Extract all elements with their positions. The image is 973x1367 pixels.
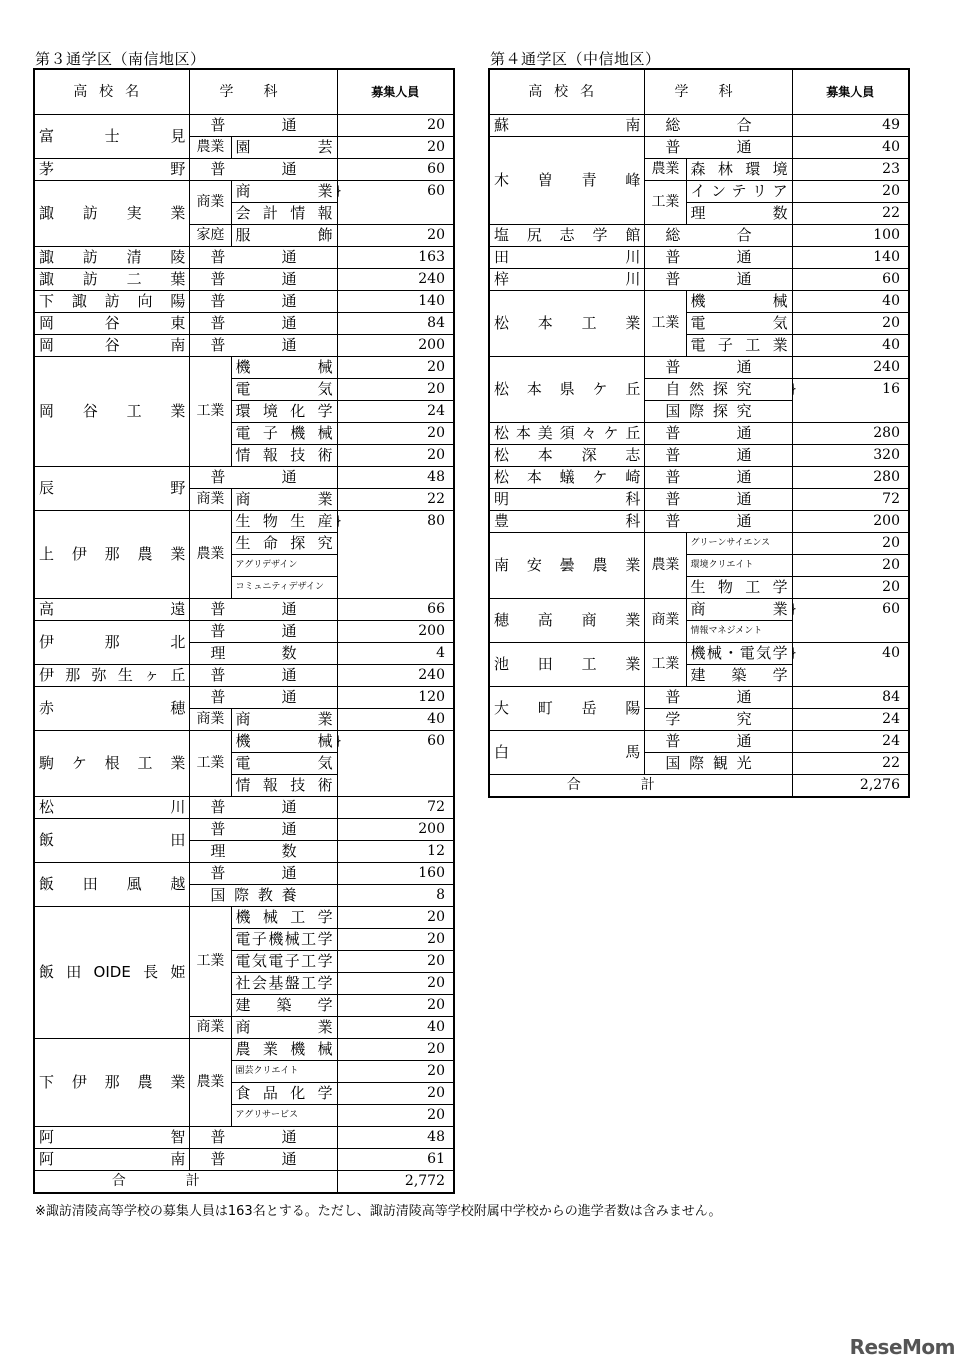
capacity-value: 24 bbox=[792, 709, 909, 731]
dept-category: 商業 bbox=[645, 599, 686, 643]
capacity-value: 48 bbox=[337, 467, 454, 489]
dept-name: 理数 bbox=[686, 203, 792, 225]
dept-category: 商業 bbox=[190, 1017, 231, 1039]
capacity-value: 40 bbox=[337, 709, 454, 731]
capacity-value: 22 bbox=[337, 489, 454, 511]
dept-name: 建築学 bbox=[686, 665, 792, 687]
table-row bbox=[489, 511, 909, 533]
capacity-value: 20 bbox=[337, 929, 454, 951]
table-row bbox=[489, 687, 909, 709]
dept-category: 商業 bbox=[190, 709, 231, 731]
total-value: 2,772 bbox=[337, 1171, 454, 1194]
table-row bbox=[34, 181, 454, 203]
capacity-value: 20 bbox=[337, 379, 454, 401]
table-row bbox=[34, 467, 454, 489]
school-name: 岡谷工業 bbox=[34, 357, 190, 467]
dept-name: 普通 bbox=[190, 621, 337, 643]
dept-name: 商業 bbox=[231, 489, 337, 511]
table-row bbox=[489, 489, 909, 511]
school-name: 上伊那農業 bbox=[34, 511, 190, 599]
capacity-value: 20 bbox=[337, 995, 454, 1017]
capacity-value: 163 bbox=[337, 247, 454, 269]
school-name: 駒ケ根工業 bbox=[34, 731, 190, 797]
school-name: 伊那北 bbox=[34, 621, 190, 665]
capacity-value: } 80 bbox=[337, 511, 454, 599]
dept-category: 農業 bbox=[190, 511, 231, 599]
capacity-value: } 16 bbox=[792, 379, 909, 423]
capacity-value: 61 bbox=[337, 1149, 454, 1171]
capacity-value: 40 bbox=[337, 1017, 454, 1039]
school-name: 下伊那農業 bbox=[34, 1039, 190, 1127]
dept-name: 園芸 bbox=[231, 137, 337, 159]
capacity-value: 20 bbox=[792, 313, 909, 335]
header-dept: 学科 bbox=[645, 69, 792, 115]
capacity-value: 20 bbox=[337, 1039, 454, 1061]
school-name: 木曽青峰 bbox=[489, 137, 645, 225]
table-row bbox=[34, 159, 454, 181]
header-dept: 学科 bbox=[190, 69, 337, 115]
school-name: 豊科 bbox=[489, 511, 645, 533]
capacity-value: 20 bbox=[792, 181, 909, 203]
dept-name: 会計情報 bbox=[231, 203, 337, 225]
capacity-value: 72 bbox=[337, 797, 454, 819]
capacity-value: } 60 bbox=[337, 181, 454, 225]
dept-category: 工業 bbox=[190, 731, 231, 797]
dept-name: 普通 bbox=[190, 819, 337, 841]
dept-name: 普通 bbox=[190, 291, 337, 313]
school-name: 松川 bbox=[34, 797, 190, 819]
capacity-value: 20 bbox=[337, 951, 454, 973]
capacity-value: 8 bbox=[337, 885, 454, 907]
dept-category: 農業 bbox=[645, 159, 686, 181]
dept-name: 森林環境 bbox=[686, 159, 792, 181]
school-name: 池田工業 bbox=[489, 643, 645, 687]
dept-category: 農業 bbox=[190, 137, 231, 159]
dept-name: 建築学 bbox=[231, 995, 337, 1017]
dept-name: 商業 bbox=[231, 1017, 337, 1039]
capacity-value: 20 bbox=[337, 137, 454, 159]
capacity-value: 72 bbox=[792, 489, 909, 511]
school-name: 梓川 bbox=[489, 269, 645, 291]
capacity-value: 20 bbox=[337, 225, 454, 247]
school-name: 阿智 bbox=[34, 1127, 190, 1149]
capacity-value: 60 bbox=[792, 269, 909, 291]
table-row bbox=[34, 313, 454, 335]
dept-name: 国際観光 bbox=[645, 753, 792, 775]
dept-category: 商業 bbox=[190, 489, 231, 511]
dept-name: 電子工業 bbox=[686, 335, 792, 357]
dept-name: 商業 bbox=[231, 181, 337, 203]
dept-name: 機械 bbox=[686, 291, 792, 313]
school-name: 茅野 bbox=[34, 159, 190, 181]
capacity-value: 48 bbox=[337, 1127, 454, 1149]
school-name: 明科 bbox=[489, 489, 645, 511]
dept-name: 普通 bbox=[645, 511, 792, 533]
dept-name: 電子機械 bbox=[231, 423, 337, 445]
table-row bbox=[34, 863, 454, 885]
school-name: 大町岳陽 bbox=[489, 687, 645, 731]
dept-name: 情報技術 bbox=[231, 775, 337, 797]
school-name: 松本蟻ケ崎 bbox=[489, 467, 645, 489]
dept-category: 工業 bbox=[645, 291, 686, 357]
dept-name: 普通 bbox=[190, 797, 337, 819]
school-name: 飯田OIDE長姫 bbox=[34, 907, 190, 1039]
dept-name: 社会基盤工学 bbox=[231, 973, 337, 995]
school-name: 岡谷東 bbox=[34, 313, 190, 335]
dept-name: 生命探究 bbox=[231, 533, 337, 555]
dept-name: 理数 bbox=[190, 841, 337, 863]
table-row bbox=[34, 797, 454, 819]
table-row bbox=[34, 1149, 454, 1171]
school-name: 赤穂 bbox=[34, 687, 190, 731]
school-name: 南安曇農業 bbox=[489, 533, 645, 599]
dept-category: 工業 bbox=[645, 643, 686, 687]
header-capacity: 募集人員 bbox=[337, 69, 454, 115]
dept-category: 商業 bbox=[190, 181, 231, 225]
capacity-value: 140 bbox=[792, 247, 909, 269]
school-name: 諏訪実業 bbox=[34, 181, 190, 247]
school-name: 松本県ケ丘 bbox=[489, 357, 645, 423]
table-row bbox=[489, 269, 909, 291]
table-row bbox=[34, 269, 454, 291]
dept-name: 機械工学 bbox=[231, 907, 337, 929]
school-name: 諏訪清陵 bbox=[34, 247, 190, 269]
dept-name: 普通 bbox=[645, 489, 792, 511]
school-name: 伊那弥生ヶ丘 bbox=[34, 665, 190, 687]
dept-name: 農業機械 bbox=[231, 1039, 337, 1061]
school-name: 松本工業 bbox=[489, 291, 645, 357]
capacity-value: 20 bbox=[337, 1061, 454, 1083]
capacity-value: 24 bbox=[337, 401, 454, 423]
table-row bbox=[489, 445, 909, 467]
school-name: 下諏訪向陽 bbox=[34, 291, 190, 313]
capacity-value: 23 bbox=[792, 159, 909, 181]
table-row bbox=[34, 1127, 454, 1149]
capacity-value: } 40 bbox=[792, 643, 909, 687]
school-name: 塩尻志学館 bbox=[489, 225, 645, 247]
school-name: 辰野 bbox=[34, 467, 190, 511]
capacity-value: 84 bbox=[792, 687, 909, 709]
header-school: 高校名 bbox=[489, 69, 645, 115]
table-row bbox=[34, 621, 454, 643]
capacity-value: 120 bbox=[337, 687, 454, 709]
table-row bbox=[34, 1039, 454, 1061]
table-row bbox=[34, 907, 454, 929]
table-row bbox=[489, 599, 909, 621]
capacity-value: 140 bbox=[337, 291, 454, 313]
dept-name: 普通 bbox=[645, 357, 792, 379]
dept-name: 学究 bbox=[645, 709, 792, 731]
dept-name: 普通 bbox=[645, 445, 792, 467]
header-capacity: 募集人員 bbox=[792, 69, 909, 115]
dept-name: 食品化学 bbox=[231, 1083, 337, 1105]
capacity-value: 12 bbox=[337, 841, 454, 863]
dept-name: 情報マネジメント bbox=[686, 621, 792, 643]
dept-name: 普通 bbox=[190, 1127, 337, 1149]
dept-name: 理数 bbox=[190, 643, 337, 665]
dept-name: 普通 bbox=[645, 423, 792, 445]
dept-name: 環境化学 bbox=[231, 401, 337, 423]
table-row bbox=[34, 291, 454, 313]
dept-name: 生物生産 bbox=[231, 511, 337, 533]
capacity-value: 20 bbox=[337, 1083, 454, 1105]
dept-name: 普通 bbox=[190, 269, 337, 291]
dept-category: 工業 bbox=[645, 181, 686, 225]
dept-name: 機械 bbox=[231, 731, 337, 753]
dept-name: 普通 bbox=[190, 115, 337, 137]
school-name: 穂高商業 bbox=[489, 599, 645, 643]
table-row bbox=[34, 819, 454, 841]
dept-name: 服飾 bbox=[231, 225, 337, 247]
dept-name: 電気 bbox=[231, 753, 337, 775]
dept-name: 普通 bbox=[190, 467, 337, 489]
dept-name: 普通 bbox=[190, 335, 337, 357]
school-name: 飯田 bbox=[34, 819, 190, 863]
dept-name: 普通 bbox=[190, 687, 337, 709]
table-row bbox=[34, 599, 454, 621]
right-section-title: 第４通学区（中信地区） bbox=[490, 50, 661, 68]
header-school: 高校名 bbox=[34, 69, 190, 115]
dept-name: 国際教養 bbox=[190, 885, 337, 907]
dept-category: 工業 bbox=[190, 907, 231, 1017]
table-row bbox=[34, 687, 454, 709]
dept-name: 普通 bbox=[190, 159, 337, 181]
dept-name: 機械 bbox=[231, 357, 337, 379]
dept-name: インテリア bbox=[686, 181, 792, 203]
capacity-value: 40 bbox=[792, 291, 909, 313]
capacity-value: 280 bbox=[792, 423, 909, 445]
table-row bbox=[489, 247, 909, 269]
dept-name: 環境クリエイト bbox=[686, 555, 792, 577]
capacity-value: 240 bbox=[337, 665, 454, 687]
dept-name: 普通 bbox=[645, 467, 792, 489]
table-row bbox=[489, 533, 909, 555]
capacity-value: 20 bbox=[337, 1105, 454, 1127]
table-row bbox=[489, 643, 909, 665]
dept-name: 商業 bbox=[686, 599, 792, 621]
capacity-value: 320 bbox=[792, 445, 909, 467]
left-admissions-table bbox=[33, 68, 455, 1194]
capacity-value: 22 bbox=[792, 753, 909, 775]
capacity-value: 4 bbox=[337, 643, 454, 665]
table-row bbox=[489, 357, 909, 379]
table-row bbox=[489, 225, 909, 247]
capacity-value: 60 bbox=[337, 159, 454, 181]
dept-name: 普通 bbox=[645, 269, 792, 291]
total-value: 2,276 bbox=[792, 775, 909, 798]
table-row bbox=[34, 511, 454, 533]
capacity-value: 20 bbox=[337, 357, 454, 379]
capacity-value: 240 bbox=[337, 269, 454, 291]
dept-name: 商業 bbox=[231, 709, 337, 731]
capacity-value: 200 bbox=[792, 511, 909, 533]
dept-category: 工業 bbox=[190, 357, 231, 467]
school-name: 松本深志 bbox=[489, 445, 645, 467]
table-row bbox=[489, 467, 909, 489]
dept-name: 総合 bbox=[645, 115, 792, 137]
capacity-value: 20 bbox=[792, 533, 909, 555]
dept-category: 農業 bbox=[645, 533, 686, 599]
table-row bbox=[34, 665, 454, 687]
school-name: 飯田風越 bbox=[34, 863, 190, 907]
capacity-value: 66 bbox=[337, 599, 454, 621]
school-name: 岡谷南 bbox=[34, 335, 190, 357]
table-row bbox=[489, 731, 909, 753]
dept-name: 普通 bbox=[645, 687, 792, 709]
dept-name: 電子機械工学 bbox=[231, 929, 337, 951]
capacity-value: 40 bbox=[792, 137, 909, 159]
table-row bbox=[34, 731, 454, 753]
dept-category: 家庭 bbox=[190, 225, 231, 247]
capacity-value: 20 bbox=[337, 907, 454, 929]
dept-name: コミュニティデザイン bbox=[231, 577, 337, 599]
dept-name: アグリサービス bbox=[231, 1105, 337, 1127]
dept-name: 普通 bbox=[190, 863, 337, 885]
table-row bbox=[34, 357, 454, 379]
dept-name: 普通 bbox=[190, 313, 337, 335]
total-row bbox=[34, 1171, 454, 1194]
dept-name: 普通 bbox=[645, 731, 792, 753]
capacity-value: 40 bbox=[792, 335, 909, 357]
school-name: 阿南 bbox=[34, 1149, 190, 1171]
resemom-logo: ReseMom bbox=[849, 1335, 955, 1359]
capacity-value: 200 bbox=[337, 335, 454, 357]
capacity-value: 20 bbox=[792, 577, 909, 599]
capacity-value: 200 bbox=[337, 621, 454, 643]
capacity-value: 20 bbox=[337, 445, 454, 467]
dept-category: 農業 bbox=[190, 1039, 231, 1127]
table-row bbox=[489, 115, 909, 137]
capacity-value: 280 bbox=[792, 467, 909, 489]
dept-name: 普通 bbox=[190, 1149, 337, 1171]
total-label: 合計 bbox=[489, 775, 792, 798]
table-row bbox=[34, 115, 454, 137]
school-name: 諏訪二葉 bbox=[34, 269, 190, 291]
dept-name: 普通 bbox=[190, 599, 337, 621]
school-name: 蘇南 bbox=[489, 115, 645, 137]
table-row bbox=[489, 291, 909, 313]
total-row bbox=[489, 775, 909, 798]
capacity-value: 20 bbox=[337, 973, 454, 995]
capacity-value: 20 bbox=[337, 423, 454, 445]
school-name: 田川 bbox=[489, 247, 645, 269]
dept-name: 自然探究 bbox=[645, 379, 792, 401]
capacity-value: 240 bbox=[792, 357, 909, 379]
dept-name: 園芸クリエイト bbox=[231, 1061, 337, 1083]
left-section-title: 第３通学区（南信地区） bbox=[35, 50, 206, 68]
dept-name: 生物工学 bbox=[686, 577, 792, 599]
capacity-value: 49 bbox=[792, 115, 909, 137]
school-name: 富士見 bbox=[34, 115, 190, 159]
footnote: ※諏訪清陵高等学校の募集人員は163名とする。ただし、諏訪清陵高等学校附属中学校からの進学者数は含みません。 bbox=[35, 1204, 722, 1219]
capacity-value: 100 bbox=[792, 225, 909, 247]
dept-name: 国際探究 bbox=[645, 401, 792, 423]
dept-name: 普通 bbox=[645, 247, 792, 269]
dept-name: 普通 bbox=[645, 137, 792, 159]
table-row bbox=[34, 247, 454, 269]
capacity-value: 20 bbox=[792, 555, 909, 577]
dept-name: 電気 bbox=[686, 313, 792, 335]
capacity-value: 24 bbox=[792, 731, 909, 753]
dept-name: アグリデザイン bbox=[231, 555, 337, 577]
capacity-value: 200 bbox=[337, 819, 454, 841]
dept-name: 電気 bbox=[231, 379, 337, 401]
school-name: 高遠 bbox=[34, 599, 190, 621]
dept-name: 総合 bbox=[645, 225, 792, 247]
table-row bbox=[489, 137, 909, 159]
table-row bbox=[489, 423, 909, 445]
dept-name: グリーンサイエンス bbox=[686, 533, 792, 555]
table-row bbox=[34, 335, 454, 357]
dept-name: 普通 bbox=[190, 247, 337, 269]
capacity-value: 160 bbox=[337, 863, 454, 885]
total-label: 合計 bbox=[34, 1171, 337, 1194]
school-name: 松本美須々ケ丘 bbox=[489, 423, 645, 445]
capacity-value: } 60 bbox=[792, 599, 909, 643]
dept-name: 普通 bbox=[190, 665, 337, 687]
dept-name: 機械・電気学 bbox=[686, 643, 792, 665]
capacity-value: } 60 bbox=[337, 731, 454, 797]
capacity-value: 20 bbox=[337, 115, 454, 137]
dept-name: 情報技術 bbox=[231, 445, 337, 467]
school-name: 白馬 bbox=[489, 731, 645, 775]
capacity-value: 22 bbox=[792, 203, 909, 225]
dept-name: 電気電子工学 bbox=[231, 951, 337, 973]
capacity-value: 84 bbox=[337, 313, 454, 335]
right-admissions-table bbox=[488, 68, 910, 798]
